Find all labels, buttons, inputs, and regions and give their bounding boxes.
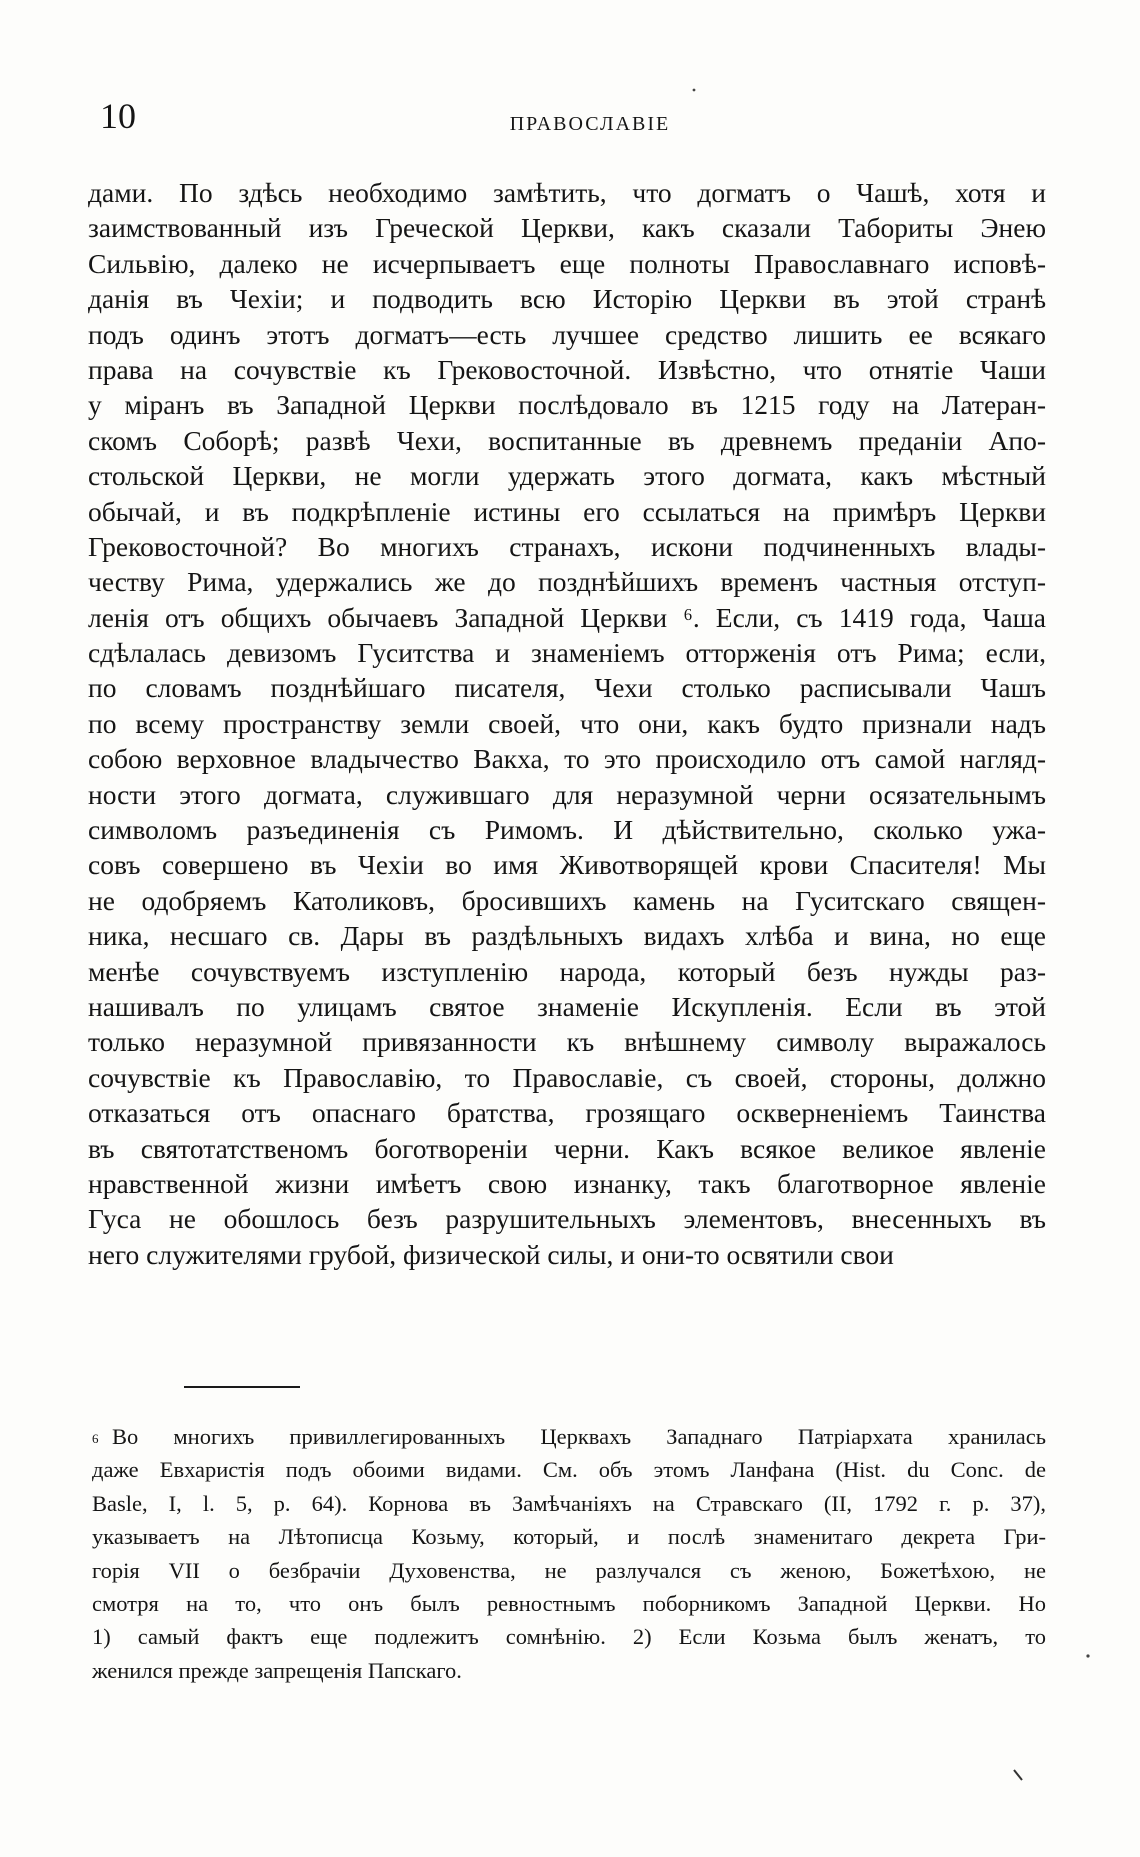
footnote-line-3: Basle, I, l. 5, p. 64). Корнова въ Замѣчаніяхъ на Стравскаго (II, 1792 г. р. 37), <box>92 1490 1046 1516</box>
text-line-2: заимствованный изъ Греческой Церкви, какъ сказали Табориты Энею <box>88 212 1046 244</box>
text-line-9: стольской Церкви, не могли удержать этого догмата, какъ мѣстный <box>88 460 1046 492</box>
text-line-18: ности этого догмата, служившаго для неразумной черни осязательнымъ <box>88 778 1046 810</box>
text-line-26: сочувствіе къ Православію, то Православіе, съ своей, стороны, должно <box>88 1061 1046 1093</box>
text-line-17: собою верховное владычество Вакха, то это происходило отъ самой нагляд- <box>88 743 1046 775</box>
footnote-line-5: горія VII о безбрачіи Духовенства, не разлучался съ женою, Божетѣхою, не <box>92 1557 1046 1583</box>
footnote-line-6: смотря на то, что онъ былъ ревностнымъ поборникомъ Западной Церкви. Но <box>92 1590 1046 1616</box>
text-line-19: символомъ разъединенія съ Римомъ. И дѣйствительно, сколько ужа- <box>88 814 1046 846</box>
text-line-10: обычай, и въ подкрѣпленіе истины его ссылаться на примѣръ Церкви <box>88 495 1046 527</box>
scan-speck <box>693 89 696 92</box>
text-line-30: Гуса не обошлось безъ разрушительныхъ элементовъ, внесенныхъ въ <box>88 1203 1046 1235</box>
text-line-22: ника, несшаго св. Дары въ раздѣльныхъ видахъ хлѣба и вина, но еще <box>88 920 1046 952</box>
text-line-29: нравственной жизни имѣетъ свою изнанку, такъ благотворное явленіе <box>88 1167 1046 1199</box>
footnote-block <box>92 1420 1046 1687</box>
footnote-marker: 6 <box>92 1431 99 1446</box>
text-line-1: дами. По здѣсь необходимо замѣтить, что догматъ о Чашѣ, хотя и <box>88 177 1046 208</box>
text-line-6: права на сочувствіе къ Грековосточной. Извѣстно, что отнятіе Чаши <box>88 353 1046 385</box>
text-line-27: отказаться отъ опаснаго братства, грозящаго оскверненіемъ Таинства <box>88 1097 1046 1129</box>
text-line-21: не одобряемъ Католиковъ, бросившихъ камень на Гуситскаго священ- <box>88 884 1046 916</box>
text-line-3: Сильвію, далеко не исчерпываетъ еще полноты Православнаго исповѣ- <box>88 247 1046 279</box>
text-line-28: въ святотатственомъ боготвореніи черни. Какъ всякое великое явленіе <box>88 1132 1046 1164</box>
scan-speck <box>1086 1654 1089 1657</box>
text-line-13: ленія отъ общихъ обычаевъ Западной Церкви ⁶. Если, съ 1419 года, Чаша <box>88 601 1046 633</box>
footnote-line-4: указываетъ на Лѣтописца Козьму, который, и послѣ знаменитаго декрета Гри- <box>92 1524 1046 1550</box>
text-line-23: менѣе сочувствуемъ изступленію народа, который безъ нужды раз- <box>88 955 1046 987</box>
text-line-25: только неразумной привязанности къ внѣшнему символу выражалось <box>88 1026 1046 1058</box>
text-line-20: совъ совершено въ Чехіи во имя Животворящей крови Спасителя! Мы <box>88 849 1046 881</box>
text-line-11: Грековосточной? Во многихъ странахъ, искони подчиненныхъ влады- <box>88 530 1046 562</box>
footnote-separator <box>184 1386 300 1388</box>
footnote-line-1: Во многихъ привиллегированныхъ Церквахъ Западнаго Патріархата хранилась <box>112 1424 1046 1449</box>
text-line-8: скомъ Соборѣ; развѣ Чехи, воспитанные въ древнемъ преданіи Апо- <box>88 424 1046 456</box>
text-line-7: у міранъ въ Западной Церкви послѣдовало въ 1215 году на Латеран- <box>88 389 1046 421</box>
text-line-16: по всему пространству земли своей, что они, какъ будто признали надъ <box>88 707 1046 739</box>
text-line-31: него служителями грубой, физической силы, и они-то освятили свои <box>88 1238 894 1270</box>
text-line-4: данія въ Чехіи; и подводить всю Исторію Церкви въ этой странѣ <box>88 283 1046 315</box>
footnote-line-8: женился прежде запрещенія Папскаго. <box>92 1657 462 1683</box>
footnote-line-2: даже Евхаристія подъ обоими видами. См. объ этомъ Ланфана (Hist. du Conc. de <box>92 1457 1046 1483</box>
text-line-5: подъ одинъ этотъ догматъ—есть лучшее средство лишить ее всякаго <box>88 318 1046 350</box>
scan-speck <box>1014 1770 1022 1780</box>
text-line-12: честву Рима, удержались же до позднѣйшихъ временъ частныя отступ- <box>88 566 1046 598</box>
text-line-24: нашивалъ по улицамъ святое знаменіе Искупленія. Если въ этой <box>88 990 1046 1022</box>
text-line-14: сдѣлалась девизомъ Гуситства и знаменіемъ отторженія отъ Рима; если, <box>88 637 1046 669</box>
main-text-block <box>88 175 1046 1272</box>
text-line-15: по словамъ позднѣйшаго писателя, Чехи столько расписывали Чашъ <box>88 672 1046 704</box>
page-number: 10 <box>100 96 136 136</box>
footnote-line-7: 1) самый фактъ еще подлежитъ сомнѣнію. 2) Если Козьма былъ женатъ, то <box>92 1624 1046 1650</box>
running-title: ПРАВОСЛАВІЕ <box>509 113 671 135</box>
